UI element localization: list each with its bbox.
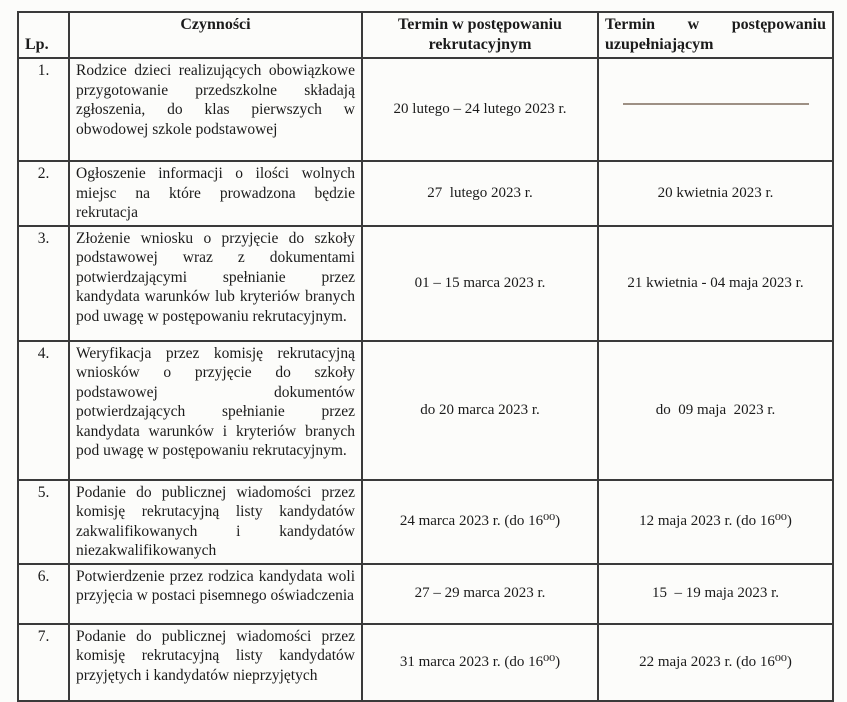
termin-uzupelniajacy-cell (598, 58, 833, 161)
row-number-cell: 3. (18, 226, 69, 341)
termin-uzupelniajacy-cell: 22 maja 2023 r. (do 16⁰⁰) (598, 624, 833, 701)
activity-cell: Potwierdzenie przez rodzica kandydata woli przyjęcia w postaci pisemnego oświadczenia (69, 564, 362, 624)
row-number-cell: 4. (18, 341, 69, 480)
termin-rekrutacyjny-cell: 27 lutego 2023 r. (362, 161, 598, 226)
table-row (18, 480, 833, 564)
termin-rekrutacyjny-cell: 01 – 15 marca 2023 r. (362, 226, 598, 341)
termin-rekrutacyjny-cell: 20 lutego – 24 lutego 2023 r. (362, 58, 598, 161)
termin-uzupelniajacy-cell: 21 kwietnia - 04 maja 2023 r. (598, 226, 833, 341)
termin-rekrutacyjny-cell: 27 – 29 marca 2023 r. (362, 564, 598, 624)
termin-uzupelniajacy-cell: 12 maja 2023 r. (do 16⁰⁰) (598, 480, 833, 564)
header-termin-rekrutacyjny: Termin w postępowaniu rekrutacyjnym (362, 12, 598, 58)
header-termin-uzupelniajacy: Termin w postępowaniu uzupełniającym (598, 12, 833, 58)
termin-uzupelniajacy-cell: do 09 maja 2023 r. (598, 341, 833, 480)
termin-rekrutacyjny-cell: 24 marca 2023 r. (do 16⁰⁰) (362, 480, 598, 564)
row-number-cell: 2. (18, 161, 69, 226)
table-row (18, 624, 833, 701)
header-row (18, 12, 833, 58)
termin-rekrutacyjny-cell: do 20 marca 2023 r. (362, 341, 598, 480)
activity-cell: Podanie do publicznej wiadomości przez komisję rekrutacyjną listy kandydatów przyjętych i kandydatów nieprzyjętych (69, 624, 362, 701)
table-body (18, 58, 833, 701)
activity-cell: Rodzice dzieci realizujących obowiązkowe przygotowanie przedszkolne składają zgłoszenia, do klas pierwszych w obwodowej szkole podstawowej (69, 58, 362, 161)
table-row (18, 226, 833, 341)
termin-uzupelniajacy-cell: 20 kwietnia 2023 r. (598, 161, 833, 226)
table-row (18, 58, 833, 161)
recruitment-schedule-table (17, 11, 834, 702)
activity-cell: Podanie do publicznej wiadomości przez komisję rekrutacyjną listy kandydatów zakwalifikowanych i kandydatów niezakwalifikowanych (69, 480, 362, 564)
activity-cell: Złożenie wniosku o przyjęcie do szkoły podstawowej wraz z dokumentami potwierdzającymi spełnianie przez kandydata warunków lub kryteriów branych pod uwagę w postępowaniu rekrutacyjnym. (69, 226, 362, 341)
activity-cell: Ogłoszenie informacji o ilości wolnych miejsc na które prowadzona będzie rekrutacja (69, 161, 362, 226)
table-row (18, 564, 833, 624)
blank-line (623, 103, 809, 105)
row-number-cell: 1. (18, 58, 69, 161)
row-number-cell: 6. (18, 564, 69, 624)
termin-rekrutacyjny-cell: 31 marca 2023 r. (do 16⁰⁰) (362, 624, 598, 701)
header-czynnosci: Czynności (69, 12, 362, 58)
activity-cell: Weryfikacja przez komisję rekrutacyjną wniosków o przyjęcie do szkoły podstawowej dokumentów potwierdzających spełnianie przez kandydata warunków i kryteriów branych pod uwagę w postępowaniu rekrutacyjnym. (69, 341, 362, 480)
row-number-cell: 7. (18, 624, 69, 701)
row-number-cell: 5. (18, 480, 69, 564)
termin-uzupelniajacy-cell: 15 – 19 maja 2023 r. (598, 564, 833, 624)
header-lp: Lp. (18, 12, 69, 58)
table-row (18, 341, 833, 480)
table-row (18, 161, 833, 226)
